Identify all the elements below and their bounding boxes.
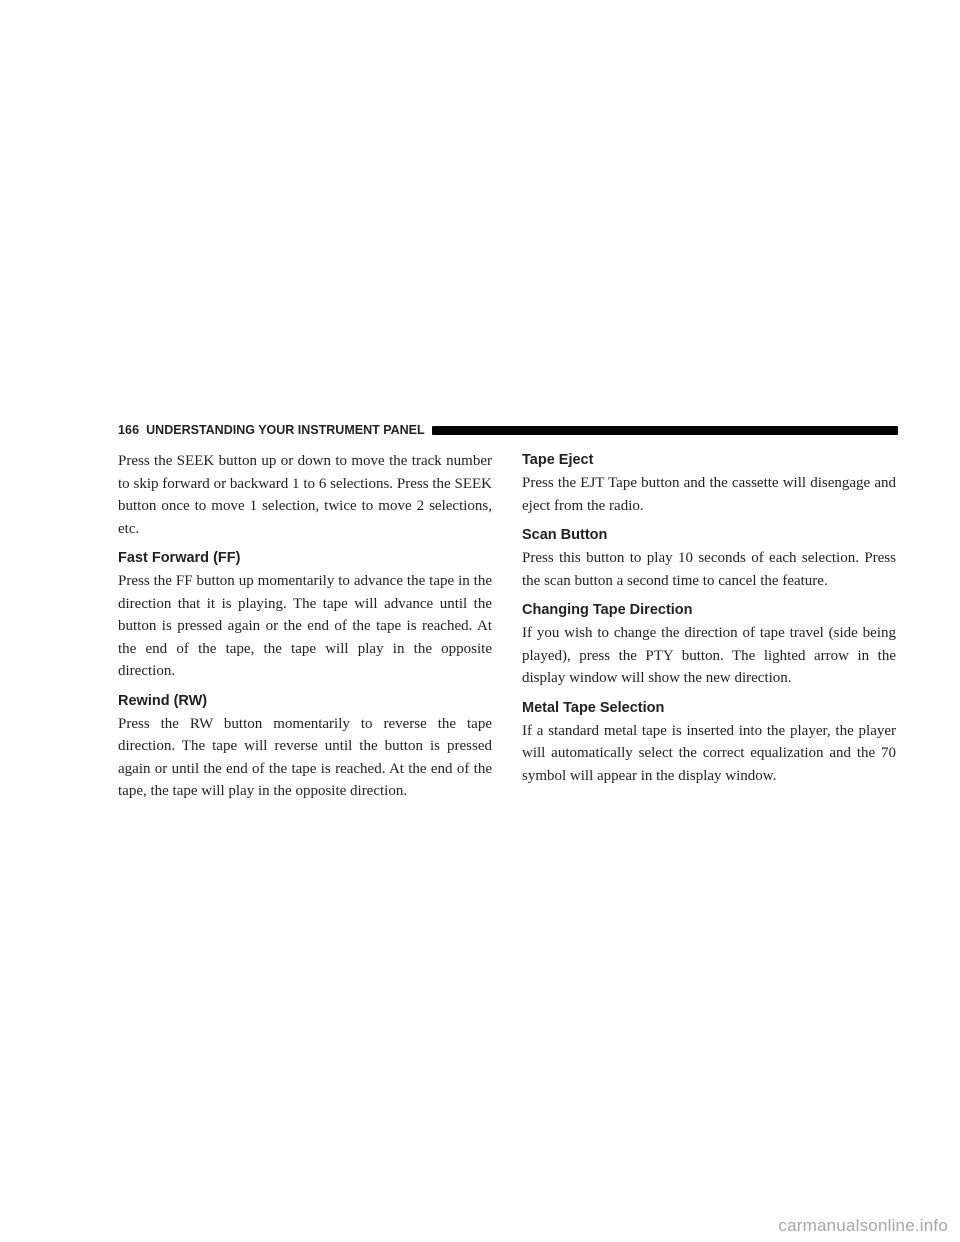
heading-fast-forward: Fast Forward (FF) <box>118 550 241 566</box>
page-number: 166 <box>118 423 140 437</box>
paragraph-scan-button: Press this button to play 10 seconds of each selection. Press the scan button a second time to cancel the feature. <box>522 550 896 589</box>
intro-paragraph: Press the SEEK button up or down to move the track number to skip forward or backward 1 to 6 selections. Press the SEEK button once to move 1 selection, twice to move 2 selections, etc. <box>118 453 492 537</box>
heading-changing-tape-direction: Changing Tape Direction <box>522 602 693 618</box>
heading-metal-tape-selection: Metal Tape Selection <box>522 699 665 716</box>
heading-rewind: Rewind (RW) <box>118 692 208 709</box>
watermark-text: carmanualsonline.info <box>778 1216 948 1235</box>
right-column <box>522 450 896 787</box>
section-title: UNDERSTANDING YOUR INSTRUMENT PANEL <box>146 423 425 437</box>
paragraph-fast-forward: Press the FF button up momentarily to advance the tape in the direction that it is playing. The tape will advance until the button is pressed again or the end of the tape is reached. At the end of the tape, the tape will play in the opposite direction. <box>118 573 492 679</box>
page-header <box>118 420 898 440</box>
left-column <box>118 450 492 803</box>
paragraph-tape-eject: Press the EJT Tape button and the cassette will disengage and eject from the radio. <box>522 475 896 514</box>
heading-scan-button: Scan Button <box>522 527 608 543</box>
paragraph-metal-tape-selection: If a standard metal tape is inserted into the player, the player will automatically select the correct equalization and the 70 symbol will appear in the display window. <box>522 722 896 784</box>
header-rule <box>432 426 898 435</box>
heading-tape-eject: Tape Eject <box>522 452 594 468</box>
paragraph-rewind: Press the RW button momentarily to reverse the tape direction. The tape will reverse until the button is pressed again or until the end of the tape is reached. At the end of the tape, the tape will play in the opposite direction. <box>118 715 492 799</box>
paragraph-changing-tape-direction: If you wish to change the direction of tape travel (side being played), press the PTY button. The lighted arrow in the display window will show the new direction. <box>522 625 896 686</box>
